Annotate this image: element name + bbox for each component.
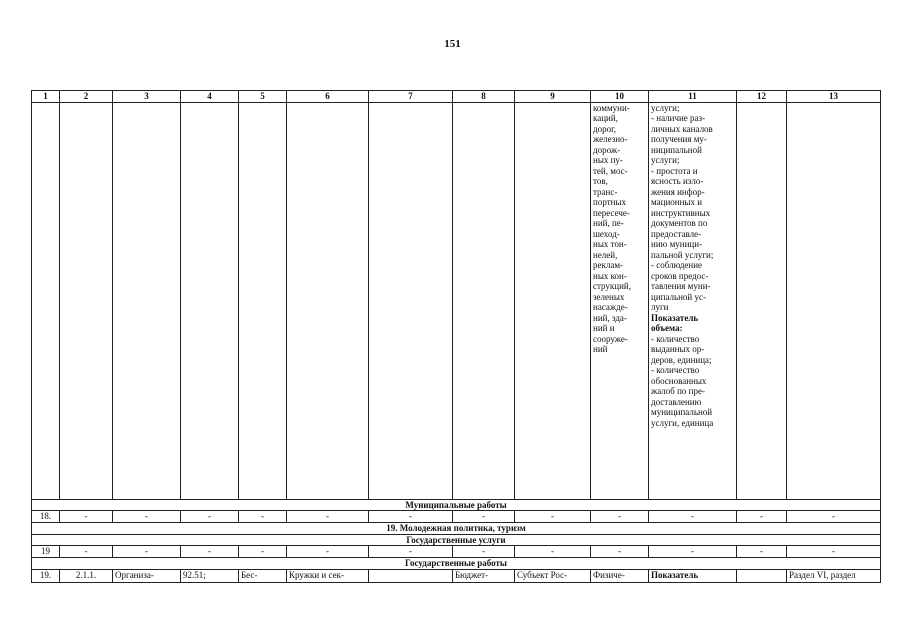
table-cell	[60, 102, 113, 499]
section-title-youth-policy: 19. Молодежная политика, туризм	[32, 523, 881, 535]
table-cell	[287, 102, 369, 499]
table-cell: Кружки и сек-	[287, 569, 369, 582]
table-cell	[181, 102, 239, 499]
header-cell: 6	[287, 91, 369, 103]
header-cell: 12	[737, 91, 787, 103]
table-cell: -	[181, 546, 239, 558]
table-cell	[369, 102, 453, 499]
table-cell: Организа-	[113, 569, 181, 582]
header-cell: 8	[453, 91, 515, 103]
table-row	[32, 546, 881, 558]
table-cell: -	[239, 546, 287, 558]
table-cell: -	[287, 511, 369, 523]
header-cell: 3	[113, 91, 181, 103]
row-number: 19.	[32, 569, 60, 582]
table-cell: -	[453, 511, 515, 523]
header-cell: 10	[591, 91, 649, 103]
services-table	[31, 90, 881, 583]
table-cell: -	[113, 511, 181, 523]
table-cell: -	[287, 546, 369, 558]
table-cell: Физиче-	[591, 569, 649, 582]
volume-indicator-heading: Показатель объема:	[651, 312, 699, 333]
section-row	[32, 534, 881, 546]
table-cell	[453, 102, 515, 499]
section-title-state-services: Государственные услуги	[32, 534, 881, 546]
table-cell: -	[591, 546, 649, 558]
table-cell	[113, 102, 181, 499]
infrastructure-objects-text: коммуни- каций, дорог, железно- дорож- ных пу- тей, мос- тов, транс- портных пересече- ний, пе- шеход- ных тон- нелей, реклам- ных кон- струкций, зеленых насажде- ний, зда- ний и сооруже- ний	[591, 102, 649, 499]
header-cell: 4	[181, 91, 239, 103]
table-cell: -	[649, 546, 737, 558]
table-row	[32, 569, 881, 582]
table-cell: -	[515, 511, 591, 523]
table-cell	[737, 569, 787, 582]
table-cell: -	[113, 546, 181, 558]
header-cell: 7	[369, 91, 453, 103]
table-cell: -	[369, 511, 453, 523]
table-cell: -	[787, 511, 881, 523]
table-cell: -	[737, 511, 787, 523]
table-cell: -	[515, 546, 591, 558]
table-cell: -	[369, 546, 453, 558]
table-cell	[515, 102, 591, 499]
header-cell: 2	[60, 91, 113, 103]
section-row	[32, 499, 881, 511]
table-cell: -	[453, 546, 515, 558]
table-cell	[239, 102, 287, 499]
table-cell: -	[239, 511, 287, 523]
header-cell: 5	[239, 91, 287, 103]
page-number: 151	[444, 38, 461, 50]
table-cell: 2.1.1.	[60, 569, 113, 582]
row-number: 19	[32, 546, 60, 558]
quality-indicators-cell	[649, 102, 737, 499]
quality-indicators-text: услуги; - наличие раз- личных каналов получения му- ниципальной услуги; - простота и ясность изло- жения инфор- мационных и инструктивных документов по предоставле- нию муници- пальной услуги; - соблюдение сроков предос- тавления муни- ципальной ус- луги	[651, 102, 714, 312]
table-cell: -	[649, 511, 737, 523]
row-number: 18.	[32, 511, 60, 523]
table-cell: -	[60, 546, 113, 558]
section-row	[32, 523, 881, 535]
table-cell	[737, 102, 787, 499]
section-row	[32, 558, 881, 570]
table-cell: Раздел VI, раздел	[787, 569, 881, 582]
table-cell: 92.51;	[181, 569, 239, 582]
table-cell: Бюджет-	[453, 569, 515, 582]
table-cell: -	[787, 546, 881, 558]
table-cell: -	[60, 511, 113, 523]
table-cell: -	[737, 546, 787, 558]
volume-indicators-text: - количество выданных ор- деров, единица; - количество обоснованных жалоб по пре- доставлению муниципальной услуги, единица	[651, 333, 714, 428]
table-cell: -	[591, 511, 649, 523]
table-row	[32, 511, 881, 523]
table-cell: Показатель	[649, 569, 737, 582]
header-cell: 1	[32, 91, 60, 103]
table-cell: -	[181, 511, 239, 523]
table-cell: Бес-	[239, 569, 287, 582]
section-title-municipal-works: Муниципальные работы	[32, 499, 881, 511]
table-cell	[369, 569, 453, 582]
table-cell	[32, 102, 60, 499]
header-row	[32, 91, 881, 103]
section-title-state-works: Государственные работы	[32, 558, 881, 570]
header-cell: 11	[649, 91, 737, 103]
table-cell: Субъект Рос-	[515, 569, 591, 582]
table-cell	[787, 102, 881, 499]
header-cell: 9	[515, 91, 591, 103]
continuation-row	[32, 102, 881, 499]
header-cell: 13	[787, 91, 881, 103]
